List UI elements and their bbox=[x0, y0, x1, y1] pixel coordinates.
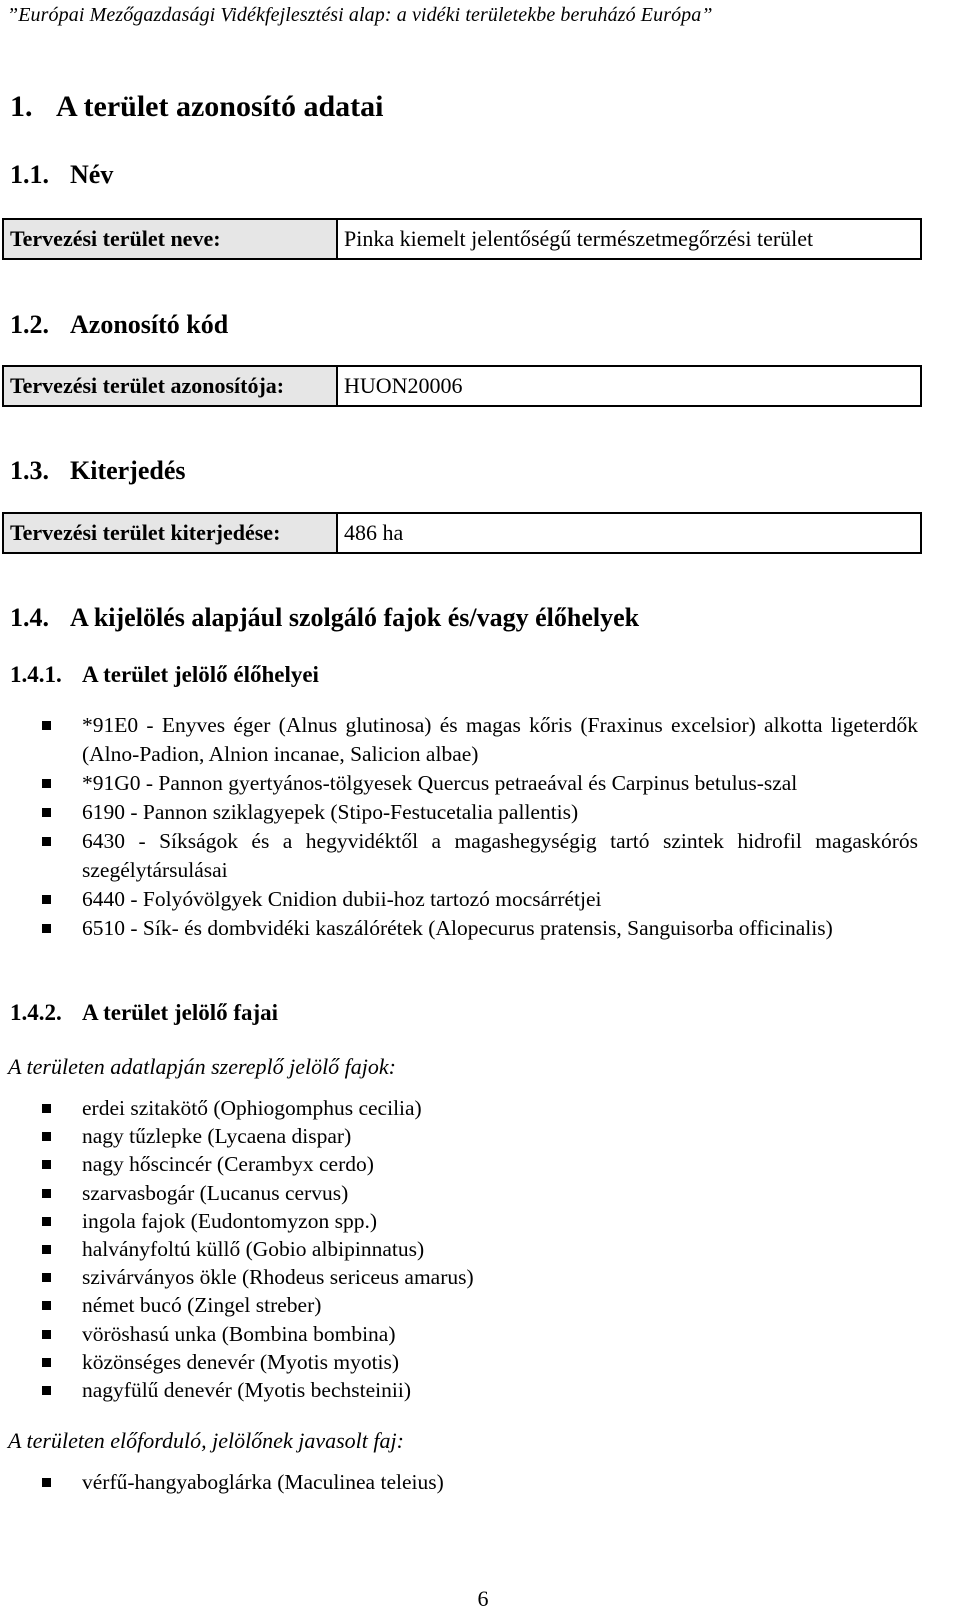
table-row bbox=[3, 219, 921, 259]
area-table bbox=[2, 512, 922, 554]
list-item: szivárványos ökle (Rhodeus sericeus amarus) bbox=[40, 1263, 918, 1291]
name-table bbox=[2, 218, 922, 260]
name-label-cell: Tervezési terület neve: bbox=[3, 219, 337, 259]
proposed-species-list bbox=[40, 1468, 918, 1497]
table-row bbox=[3, 366, 921, 406]
section-number: 1. bbox=[10, 90, 33, 123]
page-number: 6 bbox=[477, 1586, 489, 1611]
section-1-3-heading bbox=[10, 456, 186, 486]
section-number: 1.2. bbox=[10, 310, 49, 339]
list-item: 6510 - Sík- és dombvidéki kaszálórétek (Alopecurus pratensis, Sanguisorba officinalis) bbox=[40, 914, 918, 943]
list-item: nagy hőscincér (Cerambyx cerdo) bbox=[40, 1150, 918, 1178]
section-title: Azonosító kód bbox=[70, 310, 229, 339]
list-item: *91G0 - Pannon gyertyános-tölgyesek Quercus petraeával és Carpinus betulus-szal bbox=[40, 769, 918, 798]
id-table bbox=[2, 365, 922, 407]
list-item: szarvasbogár (Lucanus cervus) bbox=[40, 1179, 918, 1207]
list-item: ingola fajok (Eudontomyzon spp.) bbox=[40, 1207, 918, 1235]
area-value-cell: 486 ha bbox=[337, 513, 921, 553]
list-item: 6190 - Pannon sziklagyepek (Stipo-Festucetalia pallentis) bbox=[40, 798, 918, 827]
list-item: közönséges denevér (Myotis myotis) bbox=[40, 1348, 918, 1376]
section-number: 1.4.1. bbox=[10, 662, 62, 687]
name-value-cell: Pinka kiemelt jelentőségű természetmegőrzési terület bbox=[337, 219, 921, 259]
section-number: 1.4. bbox=[10, 603, 49, 632]
running-header: ”Európai Mezőgazdasági Vidékfejlesztési alap: a vidéki területekbe beruházó Európa” bbox=[7, 4, 713, 26]
list-item: 6440 - Folyóvölgyek Cnidion dubii-hoz tartozó mocsárrétjei bbox=[40, 885, 918, 914]
section-1-2-heading bbox=[10, 310, 228, 340]
list-item: nagy tűzlepke (Lycaena dispar) bbox=[40, 1122, 918, 1150]
section-title: A terület jelölő fajai bbox=[82, 1000, 279, 1025]
section-title: A terület jelölő élőhelyei bbox=[82, 662, 319, 687]
listed-species-intro: A területen adatlapján szereplő jelölő fajok: bbox=[8, 1054, 396, 1079]
area-label-cell: Tervezési terület kiterjedése: bbox=[3, 513, 337, 553]
list-item: 6430 - Síkságok és a hegyvidéktől a magashegységig tartó szintek hidrofil magaskórós szegélytársulásai bbox=[40, 827, 918, 885]
section-1-4-1-heading bbox=[10, 662, 319, 688]
id-value-cell: HUON20006 bbox=[337, 366, 921, 406]
list-item: *91E0 - Enyves éger (Alnus glutinosa) és magas kőris (Fraxinus excelsior) alkotta ligeterdők (Alno-Padion, Alnion incanae, Salicion albae) bbox=[40, 711, 918, 769]
section-number: 1.3. bbox=[10, 456, 49, 485]
section-1-heading bbox=[10, 90, 383, 124]
section-number: 1.4.2. bbox=[10, 1000, 62, 1025]
list-item: erdei szitakötő (Ophiogomphus cecilia) bbox=[40, 1094, 918, 1122]
list-item: nagyfülű denevér (Myotis bechsteinii) bbox=[40, 1376, 918, 1404]
id-label-cell: Tervezési terület azonosítója: bbox=[3, 366, 337, 406]
section-1-4-2-heading bbox=[10, 1000, 278, 1026]
section-1-4-heading bbox=[10, 603, 639, 633]
proposed-species-intro: A területen előforduló, jelölőnek javasolt faj: bbox=[8, 1428, 404, 1453]
list-item: német bucó (Zingel streber) bbox=[40, 1291, 918, 1319]
habitat-list bbox=[40, 711, 918, 943]
section-title: Név bbox=[70, 160, 114, 189]
section-1-1-heading bbox=[10, 160, 113, 190]
section-number: 1.1. bbox=[10, 160, 49, 189]
section-title: A kijelölés alapjául szolgáló fajok és/vagy élőhelyek bbox=[70, 603, 640, 632]
listed-species-list bbox=[40, 1094, 918, 1404]
table-row bbox=[3, 513, 921, 553]
section-title: Kiterjedés bbox=[70, 456, 186, 485]
list-item: halványfoltú küllő (Gobio albipinnatus) bbox=[40, 1235, 918, 1263]
list-item: vöröshasú unka (Bombina bombina) bbox=[40, 1320, 918, 1348]
section-title: A terület azonosító adatai bbox=[56, 90, 384, 123]
list-item: vérfű-hangyaboglárka (Maculinea teleius) bbox=[40, 1468, 918, 1497]
